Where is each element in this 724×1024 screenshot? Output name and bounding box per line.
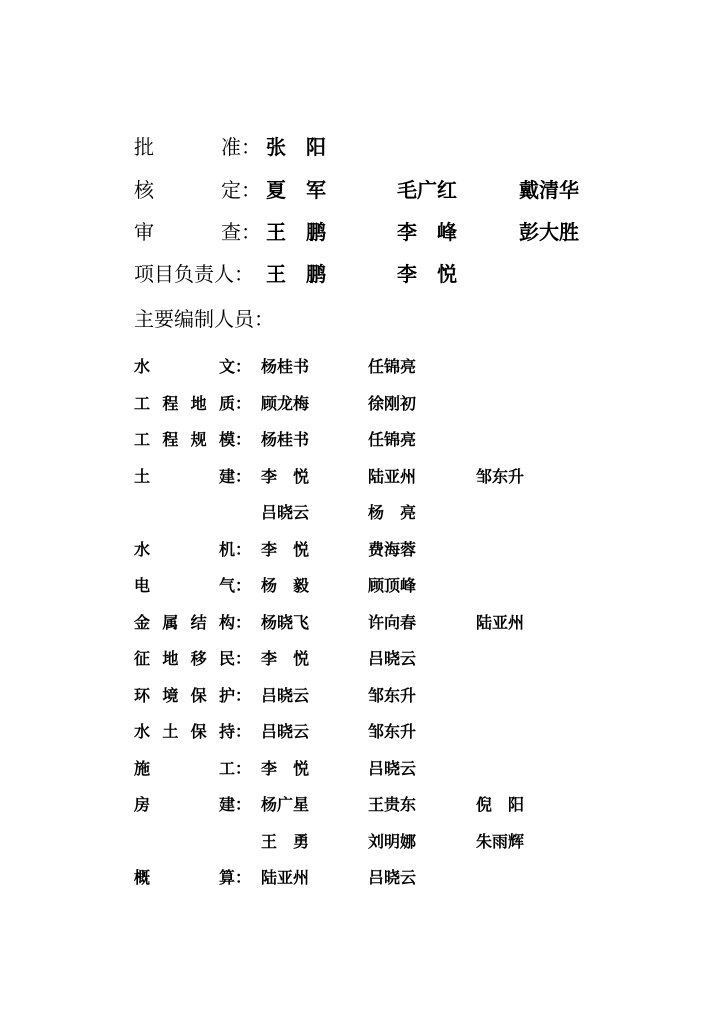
person-name: 夏 军 (266, 178, 326, 202)
person-name: 顾顶峰 (368, 576, 417, 595)
person-name: 陆亚州 (261, 868, 310, 887)
staff-row (0, 717, 724, 747)
role-label: 施 工 ： (134, 759, 252, 778)
staff-row (0, 571, 724, 601)
person-name: 费海蓉 (368, 540, 417, 559)
staff-row (0, 389, 724, 419)
staff-row (0, 681, 724, 711)
person-name: 李 峰 (397, 220, 457, 244)
person-name: 杨 毅 (261, 576, 310, 595)
person-name: 杨广星 (261, 795, 310, 814)
section-title: 主要编制人员： (134, 307, 274, 331)
role-label: 金 属 结 构 ： (134, 613, 252, 632)
person-name: 王 鹏 (266, 220, 326, 244)
role-label: 电 气 ： (134, 576, 252, 595)
person-name: 吕晓云 (368, 649, 417, 668)
staff-row (0, 863, 724, 893)
role-label: 水 土 保 持 ： (134, 722, 252, 741)
person-name: 徐刚初 (368, 394, 417, 413)
signature-row (0, 259, 724, 289)
staff-row (0, 535, 724, 565)
person-name: 毛广红 (397, 178, 457, 202)
role-label: 房 建 ： (134, 795, 252, 814)
person-name: 杨桂书 (261, 430, 310, 449)
person-name: 戴清华 (519, 178, 579, 202)
role-label: 土 建 ： (134, 467, 252, 486)
person-name: 刘明娜 (368, 832, 417, 851)
role-label: 水 机 ： (134, 540, 252, 559)
person-name: 李 悦 (261, 467, 310, 486)
person-name: 倪 阳 (476, 795, 525, 814)
staff-row (0, 462, 724, 492)
person-name: 李 悦 (261, 540, 310, 559)
person-name: 杨晓飞 (261, 613, 310, 632)
person-name: 杨桂书 (261, 357, 310, 376)
signature-row (0, 175, 724, 205)
person-name: 陆亚州 (476, 613, 525, 632)
person-name: 吕晓云 (261, 722, 310, 741)
person-name: 陆亚州 (368, 467, 417, 486)
role-label: 工 程 规 模 ： (134, 430, 252, 449)
person-name: 吕晓云 (261, 686, 310, 705)
person-name: 王 鹏 (266, 262, 326, 286)
person-name: 邹东升 (368, 722, 417, 741)
person-name: 邹东升 (476, 467, 525, 486)
role-label: 项目负责人： (134, 262, 254, 286)
role-label: 水 文 ： (134, 357, 252, 376)
role-label: 概 算 ： (134, 868, 252, 887)
staff-row (0, 608, 724, 638)
role-label: 环 境 保 护 ： (134, 686, 252, 705)
person-name: 彭大胜 (519, 220, 579, 244)
person-name: 吕晓云 (261, 503, 310, 522)
role-label: 核 定 ： (134, 178, 261, 202)
person-name: 李 悦 (261, 649, 310, 668)
person-name: 李 悦 (397, 262, 457, 286)
signature-row (0, 217, 724, 247)
person-name: 顾龙梅 (261, 394, 310, 413)
staff-row (0, 754, 724, 784)
staff-row (0, 498, 724, 528)
role-label: 批 准 ： (134, 135, 261, 159)
person-name: 朱雨辉 (476, 832, 525, 851)
person-name: 任锦亮 (368, 430, 417, 449)
staff-row (0, 790, 724, 820)
person-name: 任锦亮 (368, 357, 417, 376)
person-name: 许向春 (368, 613, 417, 632)
role-label: 征 地 移 民 ： (134, 649, 252, 668)
staff-row (0, 644, 724, 674)
person-name: 张 阳 (266, 135, 326, 159)
role-label: 工 程 地 质 ： (134, 394, 252, 413)
staff-row (0, 827, 724, 857)
staff-row (0, 352, 724, 382)
role-label: 审 查 ： (134, 220, 261, 244)
signature-row (0, 132, 724, 162)
person-name: 王 勇 (261, 832, 310, 851)
person-name: 杨 亮 (368, 503, 417, 522)
person-name: 吕晓云 (368, 759, 417, 778)
person-name: 吕晓云 (368, 868, 417, 887)
staff-row (0, 425, 724, 455)
person-name: 王贵东 (368, 795, 417, 814)
person-name: 李 悦 (261, 759, 310, 778)
person-name: 邹东升 (368, 686, 417, 705)
